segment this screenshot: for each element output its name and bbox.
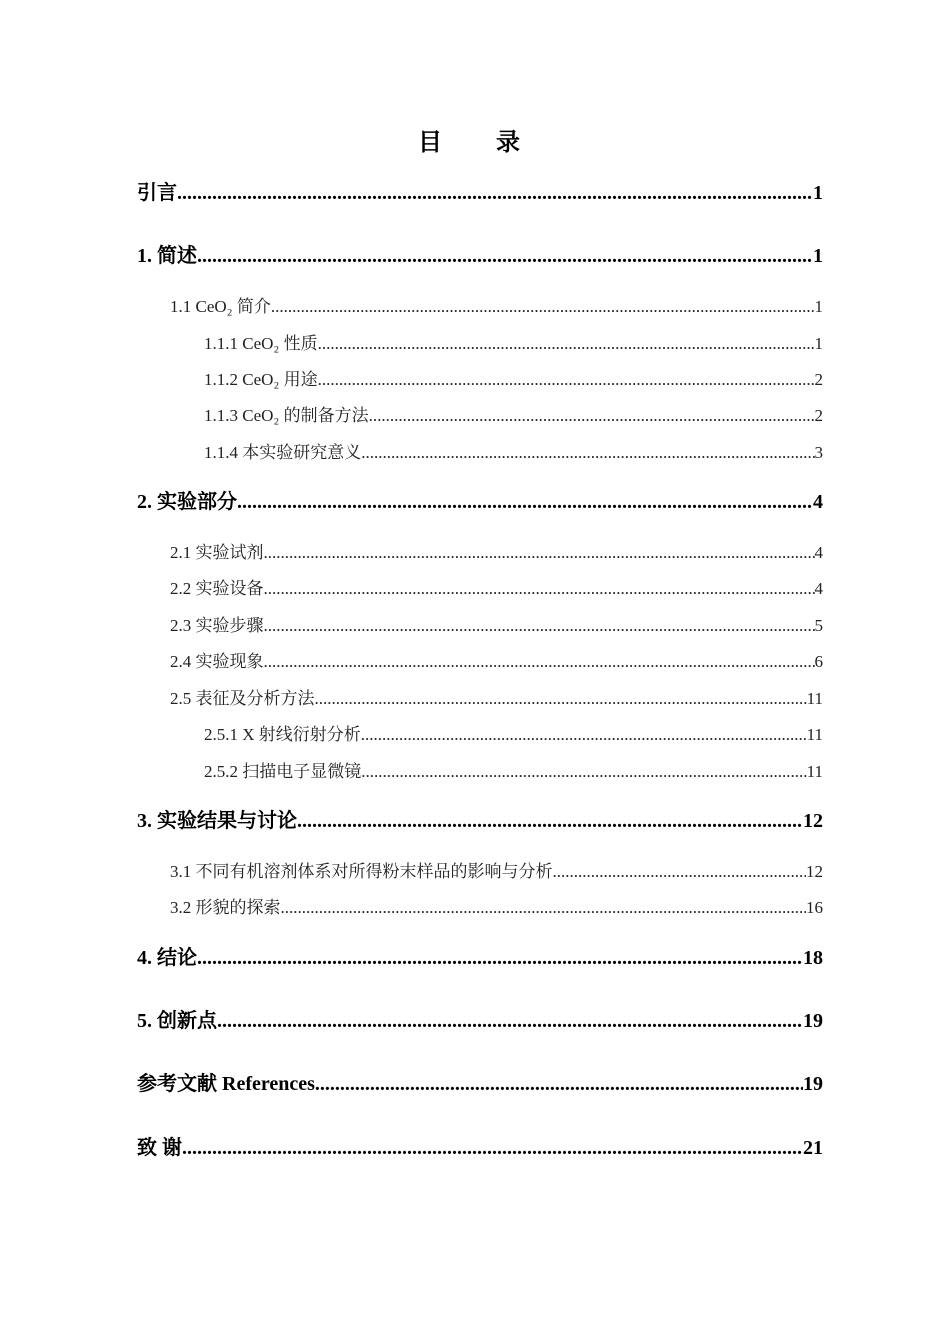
dot-leader <box>264 652 815 672</box>
toc-entry[interactable] <box>204 329 823 354</box>
toc-entry-page-number: 1 <box>814 297 823 316</box>
toc-entry[interactable] <box>170 647 823 672</box>
toc-entry-page-number: 5 <box>814 616 823 635</box>
toc-entry[interactable] <box>137 239 823 268</box>
toc-entry[interactable] <box>170 893 823 918</box>
toc-entry[interactable] <box>170 611 823 636</box>
toc-entry-label: 1.1.4 本实验研究意义 <box>204 443 362 462</box>
toc-entry[interactable] <box>204 757 823 782</box>
toc-entry-page-number: 11 <box>806 725 823 744</box>
dot-leader <box>177 182 813 205</box>
toc-entry-label: 4. 结论 <box>137 947 197 969</box>
dot-leader <box>182 1137 803 1160</box>
toc-entry[interactable] <box>204 365 823 390</box>
toc-entry[interactable] <box>137 1131 823 1160</box>
dot-leader <box>369 406 815 426</box>
toc-entry[interactable] <box>204 401 823 426</box>
dot-leader <box>361 443 814 463</box>
toc-entry-page-number: 2 <box>814 370 823 389</box>
dot-leader <box>318 334 815 354</box>
toc-entry-page-number: 21 <box>803 1137 823 1159</box>
toc-entry-page-number: 19 <box>803 1010 823 1032</box>
toc-entry-page-number: 1 <box>813 182 823 204</box>
dot-leader <box>315 689 807 709</box>
dot-leader <box>197 245 813 268</box>
dot-leader <box>264 579 815 599</box>
toc-entry-page-number: 12 <box>803 810 823 832</box>
toc-entry[interactable] <box>137 804 823 833</box>
toc-entry-label: 2.2 实验设备 <box>170 579 264 598</box>
toc-entry[interactable] <box>204 720 823 745</box>
toc-entry-label: 3. 实验结果与讨论 <box>137 810 297 832</box>
toc-entry-page-number: 11 <box>806 689 823 708</box>
toc-entry-label: 1.1 CeO₂ 简介 <box>170 297 271 316</box>
toc-entry-page-number: 11 <box>806 762 823 781</box>
dot-leader <box>318 370 815 390</box>
toc-entry-label: 1.1.2 CeO₂ 用途 <box>204 370 318 389</box>
dot-leader <box>217 1010 803 1033</box>
dot-leader <box>297 810 803 833</box>
toc-entry[interactable] <box>204 438 823 463</box>
dot-leader <box>553 862 807 882</box>
toc-entry-label: 2.5.1 X 射线衍射分析 <box>204 725 361 744</box>
dot-leader <box>271 297 815 317</box>
toc-entry-label: 3.1 不同有机溶剂体系对所得粉末样品的影响与分析 <box>170 862 553 881</box>
toc-entry-page-number: 1 <box>814 334 823 353</box>
page-title: 目 录 <box>418 130 544 156</box>
toc-entry-page-number: 1 <box>813 245 823 267</box>
dot-leader <box>361 725 807 745</box>
toc-entry-label: 1. 简述 <box>137 245 197 267</box>
toc-entry-label: 引言 <box>137 182 177 204</box>
dot-leader <box>315 1073 803 1096</box>
toc-entry[interactable] <box>170 684 823 709</box>
toc-entry-label: 2.4 实验现象 <box>170 652 264 671</box>
toc-entry-page-number: 4 <box>814 543 823 562</box>
toc-entry-page-number: 4 <box>814 579 823 598</box>
toc-entry-page-number: 16 <box>806 898 823 917</box>
toc-entry-label: 1.1.1 CeO₂ 性质 <box>204 334 318 353</box>
toc-entry-page-number: 19 <box>803 1073 823 1095</box>
toc-entry-label: 致 谢 <box>137 1137 182 1159</box>
dot-leader <box>197 947 803 970</box>
dot-leader <box>237 491 813 514</box>
toc-entry[interactable] <box>137 176 823 205</box>
toc-entry-label: 2.3 实验步骤 <box>170 616 264 635</box>
dot-leader <box>264 543 815 563</box>
toc-entry[interactable] <box>137 941 823 970</box>
toc-entry[interactable] <box>137 485 823 514</box>
toc-entry-label: 2.1 实验试剂 <box>170 543 264 562</box>
toc-entry[interactable] <box>170 538 823 563</box>
toc-entry-label: 1.1.3 CeO₂ 的制备方法 <box>204 406 369 425</box>
toc-entry[interactable] <box>137 1004 823 1033</box>
toc-entry-page-number: 2 <box>814 406 823 425</box>
toc-entry-label: 2. 实验部分 <box>137 491 237 513</box>
dot-leader <box>361 762 806 782</box>
toc-entry[interactable] <box>170 292 823 317</box>
toc-entry-label: 参考文献 References <box>137 1073 315 1095</box>
toc-entry-label: 3.2 形貌的探索 <box>170 898 281 917</box>
dot-leader <box>264 616 815 636</box>
toc-entry-label: 2.5 表征及分析方法 <box>170 689 315 708</box>
toc-entry-page-number: 4 <box>813 491 823 513</box>
toc-entry-label: 2.5.2 扫描电子显微镜 <box>204 762 362 781</box>
toc-entry-label: 5. 创新点 <box>137 1010 217 1032</box>
toc-entry[interactable] <box>170 857 823 882</box>
toc-entry-page-number: 6 <box>814 652 823 671</box>
toc-entry-page-number: 3 <box>814 443 823 462</box>
toc-entry[interactable] <box>137 1067 823 1096</box>
dot-leader <box>281 898 807 918</box>
toc-entry-page-number: 18 <box>803 947 823 969</box>
toc-entry-page-number: 12 <box>806 862 823 881</box>
toc-entry[interactable] <box>170 574 823 599</box>
